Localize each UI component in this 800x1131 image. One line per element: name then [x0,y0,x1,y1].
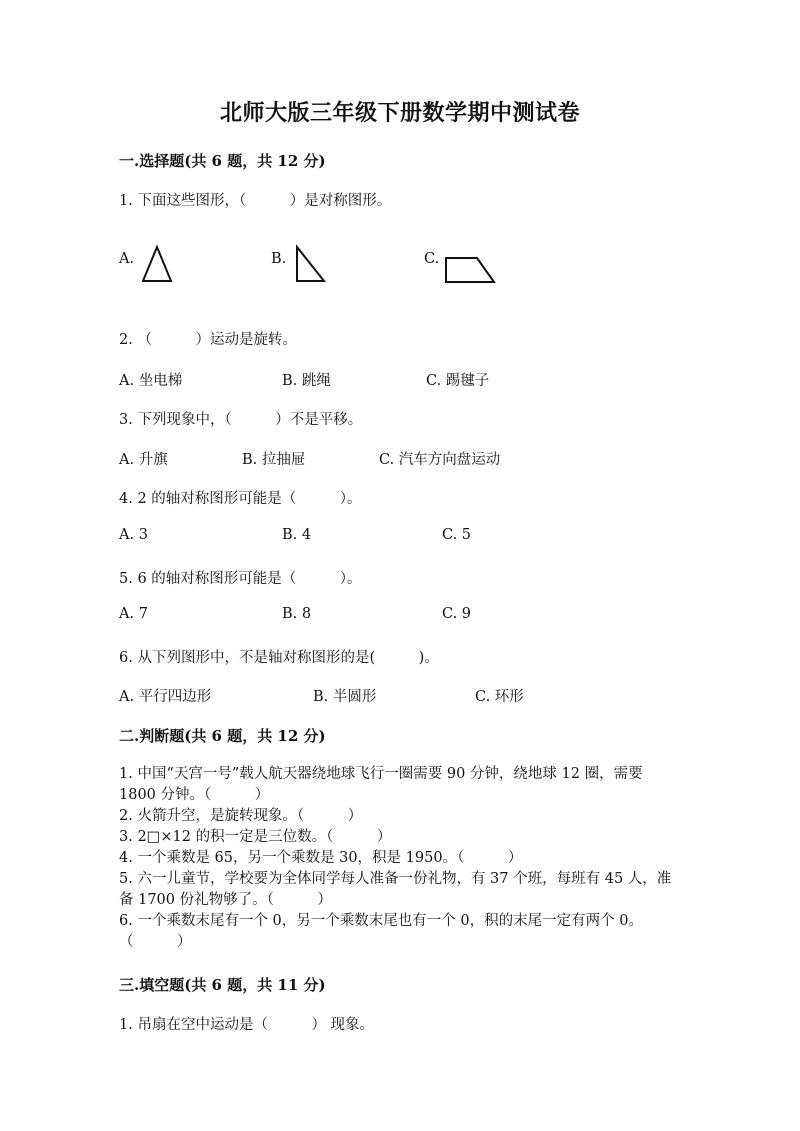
option-label: B. 4 [282,527,312,543]
section-header-choice: 一.选择题(共 6 题，共 12 分) [119,152,326,170]
option-label: C. 9 [442,606,472,622]
option-label: C. 踢毽子 [426,373,490,389]
option-label: C. 汽车方向盘运动 [379,452,501,468]
option-label: A. 坐电梯 [119,373,183,389]
option-label: B. 8 [282,606,312,622]
question-stem: 1. 下面这些图形，（ ）是对称图形。 [119,193,392,209]
judge-item: 2. 火箭升空，是旋转现象。（ ） [119,808,363,824]
question-stem: 5. 6 的轴对称图形可能是（ ）。 [119,571,362,587]
option-label: B. 半圆形 [313,689,377,705]
judge-item: 5. 六一儿童节，学校要为全体同学每人准备一份礼物，有 37 个班，每班有 45 人，准备 1700 份礼物够了。（ ） [119,871,672,908]
option-label: A. 3 [119,527,148,543]
option-label: A. [119,251,135,267]
judge-list [119,764,679,953]
judge-item: 4. 一个乘数是 65，另一个乘数是 30，积是 1950。（ ） [119,850,523,866]
option-label: B. 拉抽屉 [242,452,306,468]
option-label: C. [424,251,440,267]
question-stem: 6. 从下列图形中，不是轴对称图形的是( )。 [119,650,439,666]
isosceles-triangle-icon [140,244,174,284]
question-stem: 4. 2 的轴对称图形可能是（ ）。 [119,491,362,507]
trapezoid-icon [442,255,498,285]
option-label: C. 5 [442,527,472,543]
option-label: A. 平行四边形 [119,689,212,705]
option-label: A. 升旗 [119,452,168,468]
section-header-judge: 二.判断题(共 6 题，共 12 分) [119,727,326,745]
right-triangle-icon [292,244,328,284]
judge-item: 1. 中国“天宫一号”载人航天器绕地球飞行一圈需要 90 分钟，绕地球 12 圈，需要 1800 分钟。（ ） [119,766,643,803]
question-stem: 1. 吊扇在空中运动是（ ） 现象。 [119,1017,375,1033]
question-stem: 3. 下列现象中，（ ）不是平移。 [119,412,363,428]
option-label: C. 环形 [475,689,524,705]
option-label: A. 7 [119,606,148,622]
option-label: B. 跳绳 [282,373,331,389]
judge-item: 6. 一个乘数末尾有一个 0，另一个乘数末尾也有一个 0，积的末尾一定有两个 0。（ ） [119,913,643,950]
question-stem: 2. （ ）运动是旋转。 [119,332,297,348]
judge-item: 3. 2□×12 的积一定是三位数。（ ） [119,829,392,845]
page-title: 北师大版三年级下册数学期中测试卷 [219,100,580,126]
section-header-fill: 三.填空题(共 6 题，共 11 分) [119,976,326,994]
option-label: B. [271,251,287,267]
